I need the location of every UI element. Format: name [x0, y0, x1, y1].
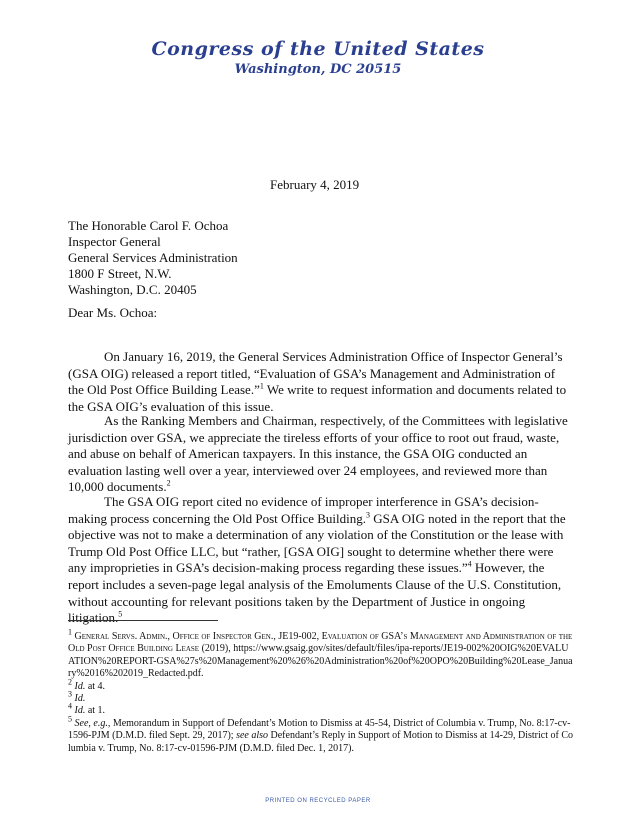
letterhead-location: Washington, DC 20515	[234, 62, 402, 77]
footnote-ref-3: 3	[365, 510, 370, 520]
footnote-4	[68, 702, 574, 717]
letter-date: February 4, 2019	[270, 177, 360, 192]
recipient-street: 1800 F Street, N.W.	[68, 266, 172, 281]
p3-text-a: The GSA OIG report cited no evidence of improper interference in GSA’s decision-making process concerning the Old Post Office Building.	[68, 494, 539, 526]
recipient-organization: General Services Administration	[68, 250, 238, 265]
footnote-5-see: See, e.g.	[74, 717, 108, 729]
recipient-city: Washington, D.C. 20405	[68, 282, 197, 297]
footnote-5-see-also: see also	[236, 730, 269, 742]
recycled-paper-notice: PRINTED ON RECYCLED PAPER	[265, 798, 371, 804]
footnote-1-number: 1	[68, 627, 72, 637]
footnote-4-rest: at 1.	[85, 705, 106, 717]
footnote-1-citation: General Servs. Admin., Office of Inspector Gen., JE19-002, Evaluation of GSA’s Management and Administration of the Old Post Office Building Lease	[68, 631, 573, 655]
footnote-2-id: Id.	[74, 680, 86, 692]
footnotes	[68, 627, 574, 755]
body-paragraph-3	[68, 494, 568, 627]
footnote-ref-1: 1	[259, 381, 264, 391]
footnote-1-url: (2019), https://www.gsaig.gov/sites/default/files/ipa-reports/JE19-002%20OIG%20EVALUATION%20REPORT-GSA%27s%20Management%20%26%20Administration%20of%20OPO%20Building%20Lease_January%2016%202019_Redacted.pdf.	[68, 643, 573, 680]
recipient-name: The Honorable Carol F. Ochoa	[68, 218, 229, 233]
footnote-2	[68, 677, 574, 693]
footnote-ref-5: 5	[118, 609, 123, 619]
footnote-1	[68, 627, 574, 681]
footnote-ref-4: 4	[467, 560, 472, 570]
footnote-2-number: 2	[68, 677, 72, 687]
footnote-4-id: Id.	[74, 705, 86, 717]
recipient-title: Inspector General	[68, 234, 161, 249]
footnote-3-id: Id.	[74, 693, 86, 705]
footnote-5-number: 5	[68, 714, 72, 724]
salutation: Dear Ms. Ochoa:	[68, 305, 158, 320]
p1-text-b: We write to request information and documents related to the GSA OIG’s evaluation of this issue.	[68, 382, 567, 414]
footnote-3-number: 3	[68, 689, 72, 699]
footnote-ref-2: 2	[166, 479, 171, 489]
footnote-3	[68, 689, 574, 705]
footnote-5	[68, 714, 574, 755]
letterhead-title: Congress of the United States	[151, 38, 485, 60]
p3-text-c: However, the report includes a seven-page legal analysis of the Emoluments Clause of the U.S. Constitution, without accounting for relevant positions taken by the Department of Justice in ongoing litigation.	[68, 560, 562, 626]
recipient-address	[68, 218, 238, 298]
body-paragraph-2	[68, 413, 568, 496]
footnote-2-rest: at 4.	[85, 680, 106, 692]
body-paragraph-1	[68, 349, 568, 415]
p2-text-a: As the Ranking Members and Chairman, respectively, of the Committees with legislative jurisdiction over GSA, we appreciate the tireless efforts of your office to root out fraud, waste, and abuse on behalf of American taxpayers. In this instance, the GSA OIG conducted an evaluation lasting well over a year, interviewed over 24 employees, and reviewed more than 10,000 documents.	[68, 413, 568, 495]
letterhead	[0, 38, 636, 77]
footnote-divider	[68, 620, 218, 621]
p1-text-a: On January 16, 2019, the General Services Administration Office of Inspector General’s (GSA OIG) released a report titled, “Evaluation of GSA’s Management and Administration of the Old Post Office Building Lease.”	[68, 349, 563, 398]
p3-text-b: GSA OIG noted in the report that the objective was not to make a determination of any violation of the Constitution or the lease with Trump Old Post Office LLC, but “rather, [GSA OIG] sought to determine whether there were any improprieties in GSA’s decision-making process regarding these issues.”	[68, 510, 566, 576]
footnote-5-rest: Defendant’s Reply in Support of Motion to Dismiss at 14-29, District of Columbia v. Trump, No. 8:17-cv-01596-PJM (D.M.D. filed Dec. 1, 2017).	[68, 730, 573, 754]
footnote-5-mid: , Memorandum in Support of Defendant’s Motion to Dismiss at 45-54, District of Columbia v. Trump, No. 8:17-cv-1596-PJM (D.M.D. filed Sept. 29, 2017);	[68, 717, 571, 742]
footnote-4-number: 4	[68, 702, 72, 712]
